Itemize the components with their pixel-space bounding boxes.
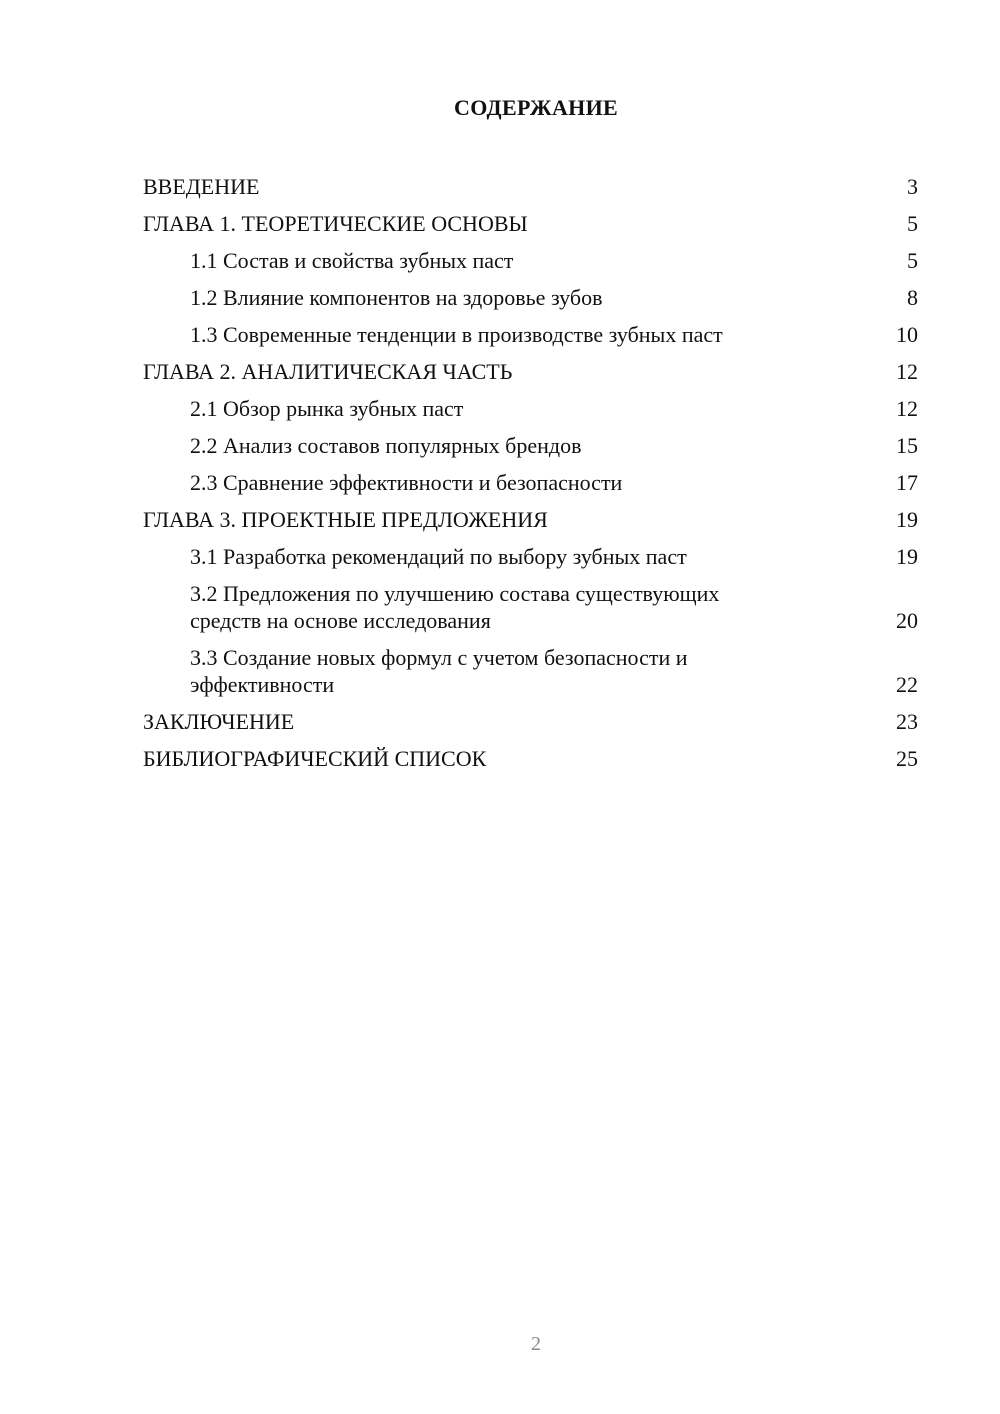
toc-entry-chapter-3[interactable]	[143, 501, 918, 538]
toc-entry-chapter-2[interactable]	[143, 353, 918, 390]
toc-entry-label: ВВЕДЕНИЕ	[143, 174, 260, 199]
toc-entry-label: 2.2 Анализ составов популярных брендов	[190, 433, 582, 458]
toc-entry-page: 25	[896, 746, 918, 771]
toc-entry-section-3-2[interactable]	[143, 575, 918, 639]
page-number: 2	[531, 1333, 541, 1355]
toc-entry-section-3-1[interactable]	[143, 538, 918, 575]
toc-entry-page: 23	[896, 709, 918, 734]
toc-entry-label: 3.2 Предложения по улучшению состава существующих средств на основе исследования	[190, 581, 720, 633]
toc-entry-section-1-1[interactable]	[143, 242, 918, 279]
toc-entry-section-2-1[interactable]	[143, 390, 918, 427]
toc-list	[143, 168, 918, 777]
toc-entry-label: 2.1 Обзор рынка зубных паст	[190, 396, 464, 421]
toc-entry-page: 3	[907, 174, 918, 199]
toc-entry-conclusion[interactable]	[143, 703, 918, 740]
toc-entry-section-2-3[interactable]	[143, 464, 918, 501]
toc-entry-label: ГЛАВА 1. ТЕОРЕТИЧЕСКИЕ ОСНОВЫ	[143, 211, 528, 236]
toc-entry-section-1-3[interactable]	[143, 316, 918, 353]
toc-entry-page: 5	[907, 248, 918, 273]
toc-entry-page: 12	[896, 396, 918, 421]
toc-entry-chapter-1[interactable]	[143, 205, 918, 242]
toc-entry-page: 19	[896, 507, 918, 532]
toc-entry-label: 2.3 Сравнение эффективности и безопасности	[190, 470, 623, 495]
toc-entry-label: 1.3 Современные тенденции в производстве зубных паст	[190, 322, 723, 347]
toc-entry-label: 1.1 Состав и свойства зубных паст	[190, 248, 514, 273]
toc-entry-label: ЗАКЛЮЧЕНИЕ	[143, 709, 295, 734]
toc-entry-page: 15	[896, 433, 918, 458]
toc-entry-label: ГЛАВА 3. ПРОЕКТНЫЕ ПРЕДЛОЖЕНИЯ	[143, 507, 548, 532]
toc-entry-page: 17	[896, 470, 918, 495]
toc-entry-introduction[interactable]	[143, 168, 918, 205]
toc-entry-page: 10	[896, 322, 918, 347]
toc-entry-page: 8	[907, 285, 918, 310]
toc-entry-label: 1.2 Влияние компонентов на здоровье зубов	[190, 285, 603, 310]
toc-entry-page: 22	[896, 672, 918, 697]
toc-entry-section-2-2[interactable]	[143, 427, 918, 464]
toc-entry-page: 20	[896, 608, 918, 633]
toc-title: СОДЕРЖАНИЕ	[454, 95, 618, 120]
toc-entry-label: 3.1 Разработка рекомендаций по выбору зубных паст	[190, 544, 687, 569]
toc-entry-page: 5	[907, 211, 918, 236]
toc-entry-label: БИБЛИОГРАФИЧЕСКИЙ СПИСОК	[143, 746, 487, 771]
toc-entry-page: 19	[896, 544, 918, 569]
toc-entry-bibliography[interactable]	[143, 740, 918, 777]
toc-entry-label: 3.3 Создание новых формул с учетом безопасности и эффективности	[190, 645, 688, 697]
toc-entry-page: 12	[896, 359, 918, 384]
toc-entry-label: ГЛАВА 2. АНАЛИТИЧЕСКАЯ ЧАСТЬ	[143, 359, 513, 384]
toc-entry-section-3-3[interactable]	[143, 639, 918, 703]
toc-entry-section-1-2[interactable]	[143, 279, 918, 316]
